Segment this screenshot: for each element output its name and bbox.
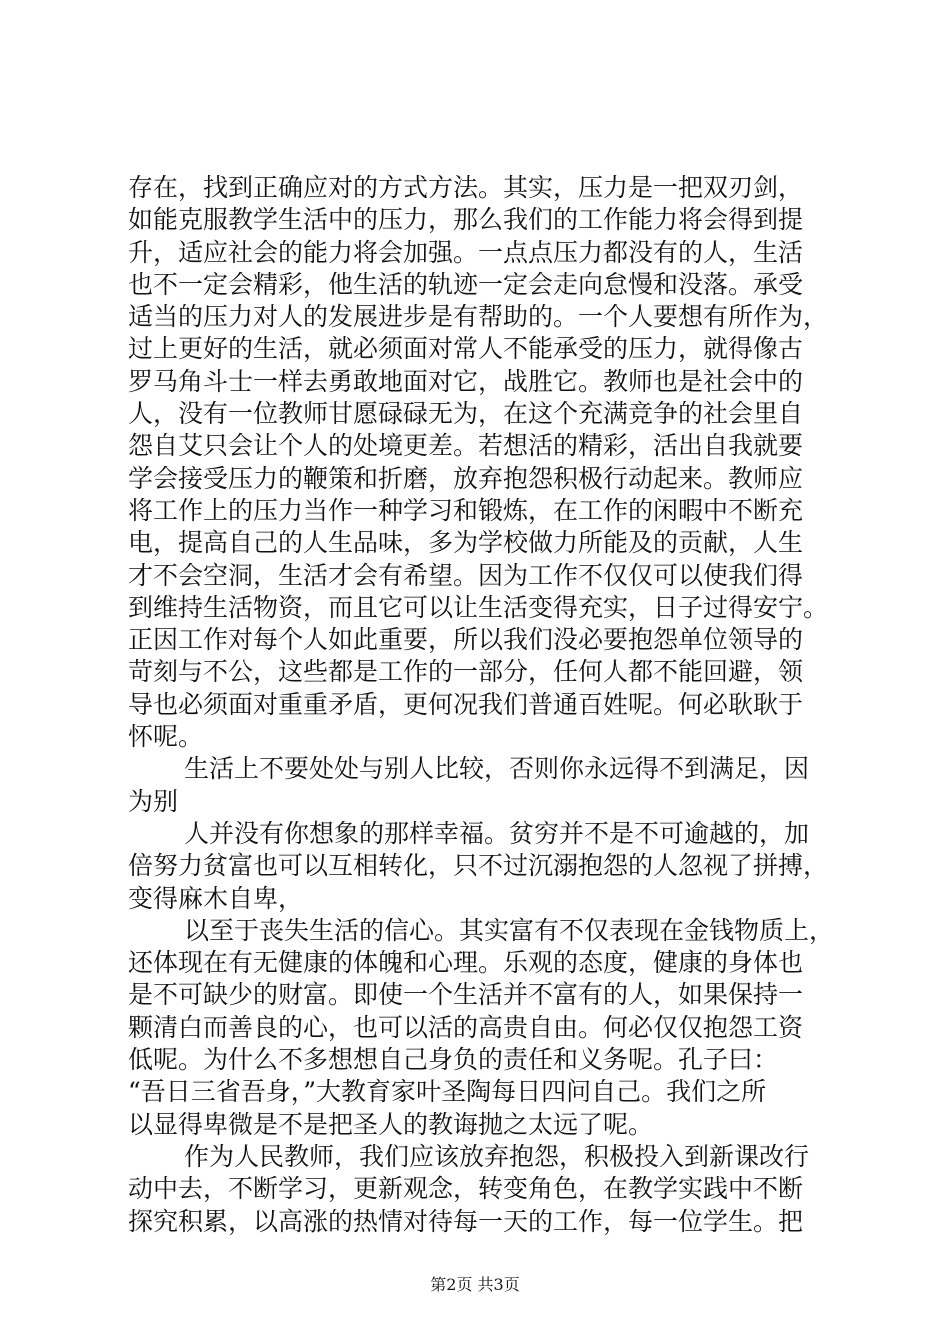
text-line: 才不会空洞，生活才会有希望。因为工作不仅仅可以使我们得 bbox=[128, 560, 804, 590]
text-line: 存在，找到正确应对的方式方法。其实，压力是一把双刃剑， bbox=[128, 173, 804, 202]
text-line: 低呢。为什么不多想想自己身负的责任和义务呢。孔子曰： bbox=[128, 1045, 779, 1075]
text-line: 怀呢。 bbox=[128, 722, 204, 752]
text-line: 导也必须面对重重矛盾，更何况我们普通百姓呢。何必耿耿于 bbox=[128, 689, 804, 719]
text-line: 学会接受压力的鞭策和折磨，放弃抱怨积极行动起来。教师应 bbox=[128, 463, 804, 493]
text-line: 升，适应社会的能力将会加强。一点点压力都没有的人，生活 bbox=[128, 237, 804, 267]
text-line: 为别 bbox=[128, 786, 179, 816]
text-line: 怨自艾只会让个人的处境更差。若想活的精彩，活出自我就要 bbox=[128, 431, 804, 461]
page-footer bbox=[0, 1275, 950, 1295]
text-line: 作为人民教师，我们应该放弃抱怨，积极投入到新课改行 bbox=[184, 1141, 810, 1171]
text-line: 罗马角斗士一样去勇敢地面对它，战胜它。教师也是社会中的 bbox=[128, 366, 804, 396]
text-line: 过上更好的生活，就必须面对常人不能承受的压力，就得像古 bbox=[128, 334, 804, 364]
text-line: 到维持生活物资，而且它可以让生活变得充实，日子过得安宁。 bbox=[128, 592, 829, 622]
text-line: 正因工作对每个人如此重要，所以我们没必要抱怨单位领导的 bbox=[128, 625, 804, 655]
text-line: 是不可缺少的财富。即使一个生活并不富有的人，如果保持一 bbox=[128, 980, 804, 1010]
text-line: 探究积累，以高涨的热情对待每一天的工作，每一位学生。把 bbox=[128, 1206, 804, 1236]
text-line: 以至于丧失生活的信心。其实富有不仅表现在金钱物质上， bbox=[184, 915, 835, 945]
text-line: 颗清白而善良的心，也可以活的高贵自由。何必仅仅抱怨工资 bbox=[128, 1012, 804, 1042]
text-line: 以显得卑微是不是把圣人的教诲抛之太远了呢。 bbox=[128, 1109, 654, 1139]
page-number-label: 第2页 共3页 bbox=[430, 1275, 520, 1294]
text-line: 动中去，不断学习，更新观念，转变角色，在教学实践中不断 bbox=[128, 1174, 804, 1204]
text-line: 适当的压力对人的发展进步是有帮助的。一个人要想有所作为， bbox=[128, 302, 829, 332]
text-line: 苛刻与不公，这些都是工作的一部分，任何人都不能回避，领 bbox=[128, 657, 804, 687]
text-line: 人，没有一位教师甘愿碌碌无为，在这个充满竞争的社会里自 bbox=[128, 399, 804, 429]
text-line: 还体现在有无健康的体魄和心理。乐观的态度，健康的身体也 bbox=[128, 948, 804, 978]
text-line: 变得麻木自卑， bbox=[128, 883, 304, 913]
text-line: 也不一定会精彩，他生活的轨迹一定会走向怠慢和没落。承受 bbox=[128, 269, 804, 299]
text-line: 如能克服教学生活中的压力，那么我们的工作能力将会得到提 bbox=[128, 205, 804, 235]
text-line: 人并没有你想象的那样幸福。贫穷并不是不可逾越的，加 bbox=[184, 818, 810, 848]
text-line: 电，提高自己的人生品味，多为学校做力所能及的贡献，人生 bbox=[128, 528, 804, 558]
text-line: 生活上不要处处与别人比较，否则你永远得不到满足，因 bbox=[184, 754, 810, 784]
document-body bbox=[128, 172, 843, 1238]
text-line: 将工作上的压力当作一种学习和锻炼，在工作的闲暇中不断充 bbox=[128, 495, 804, 525]
text-line: “吾日三省吾身，”大教育家叶圣陶每日四问自己。我们之所 bbox=[128, 1077, 767, 1107]
text-line: 倍努力贫富也可以互相转化，只不过沉溺抱怨的人忽视了拼搏， bbox=[128, 851, 829, 881]
